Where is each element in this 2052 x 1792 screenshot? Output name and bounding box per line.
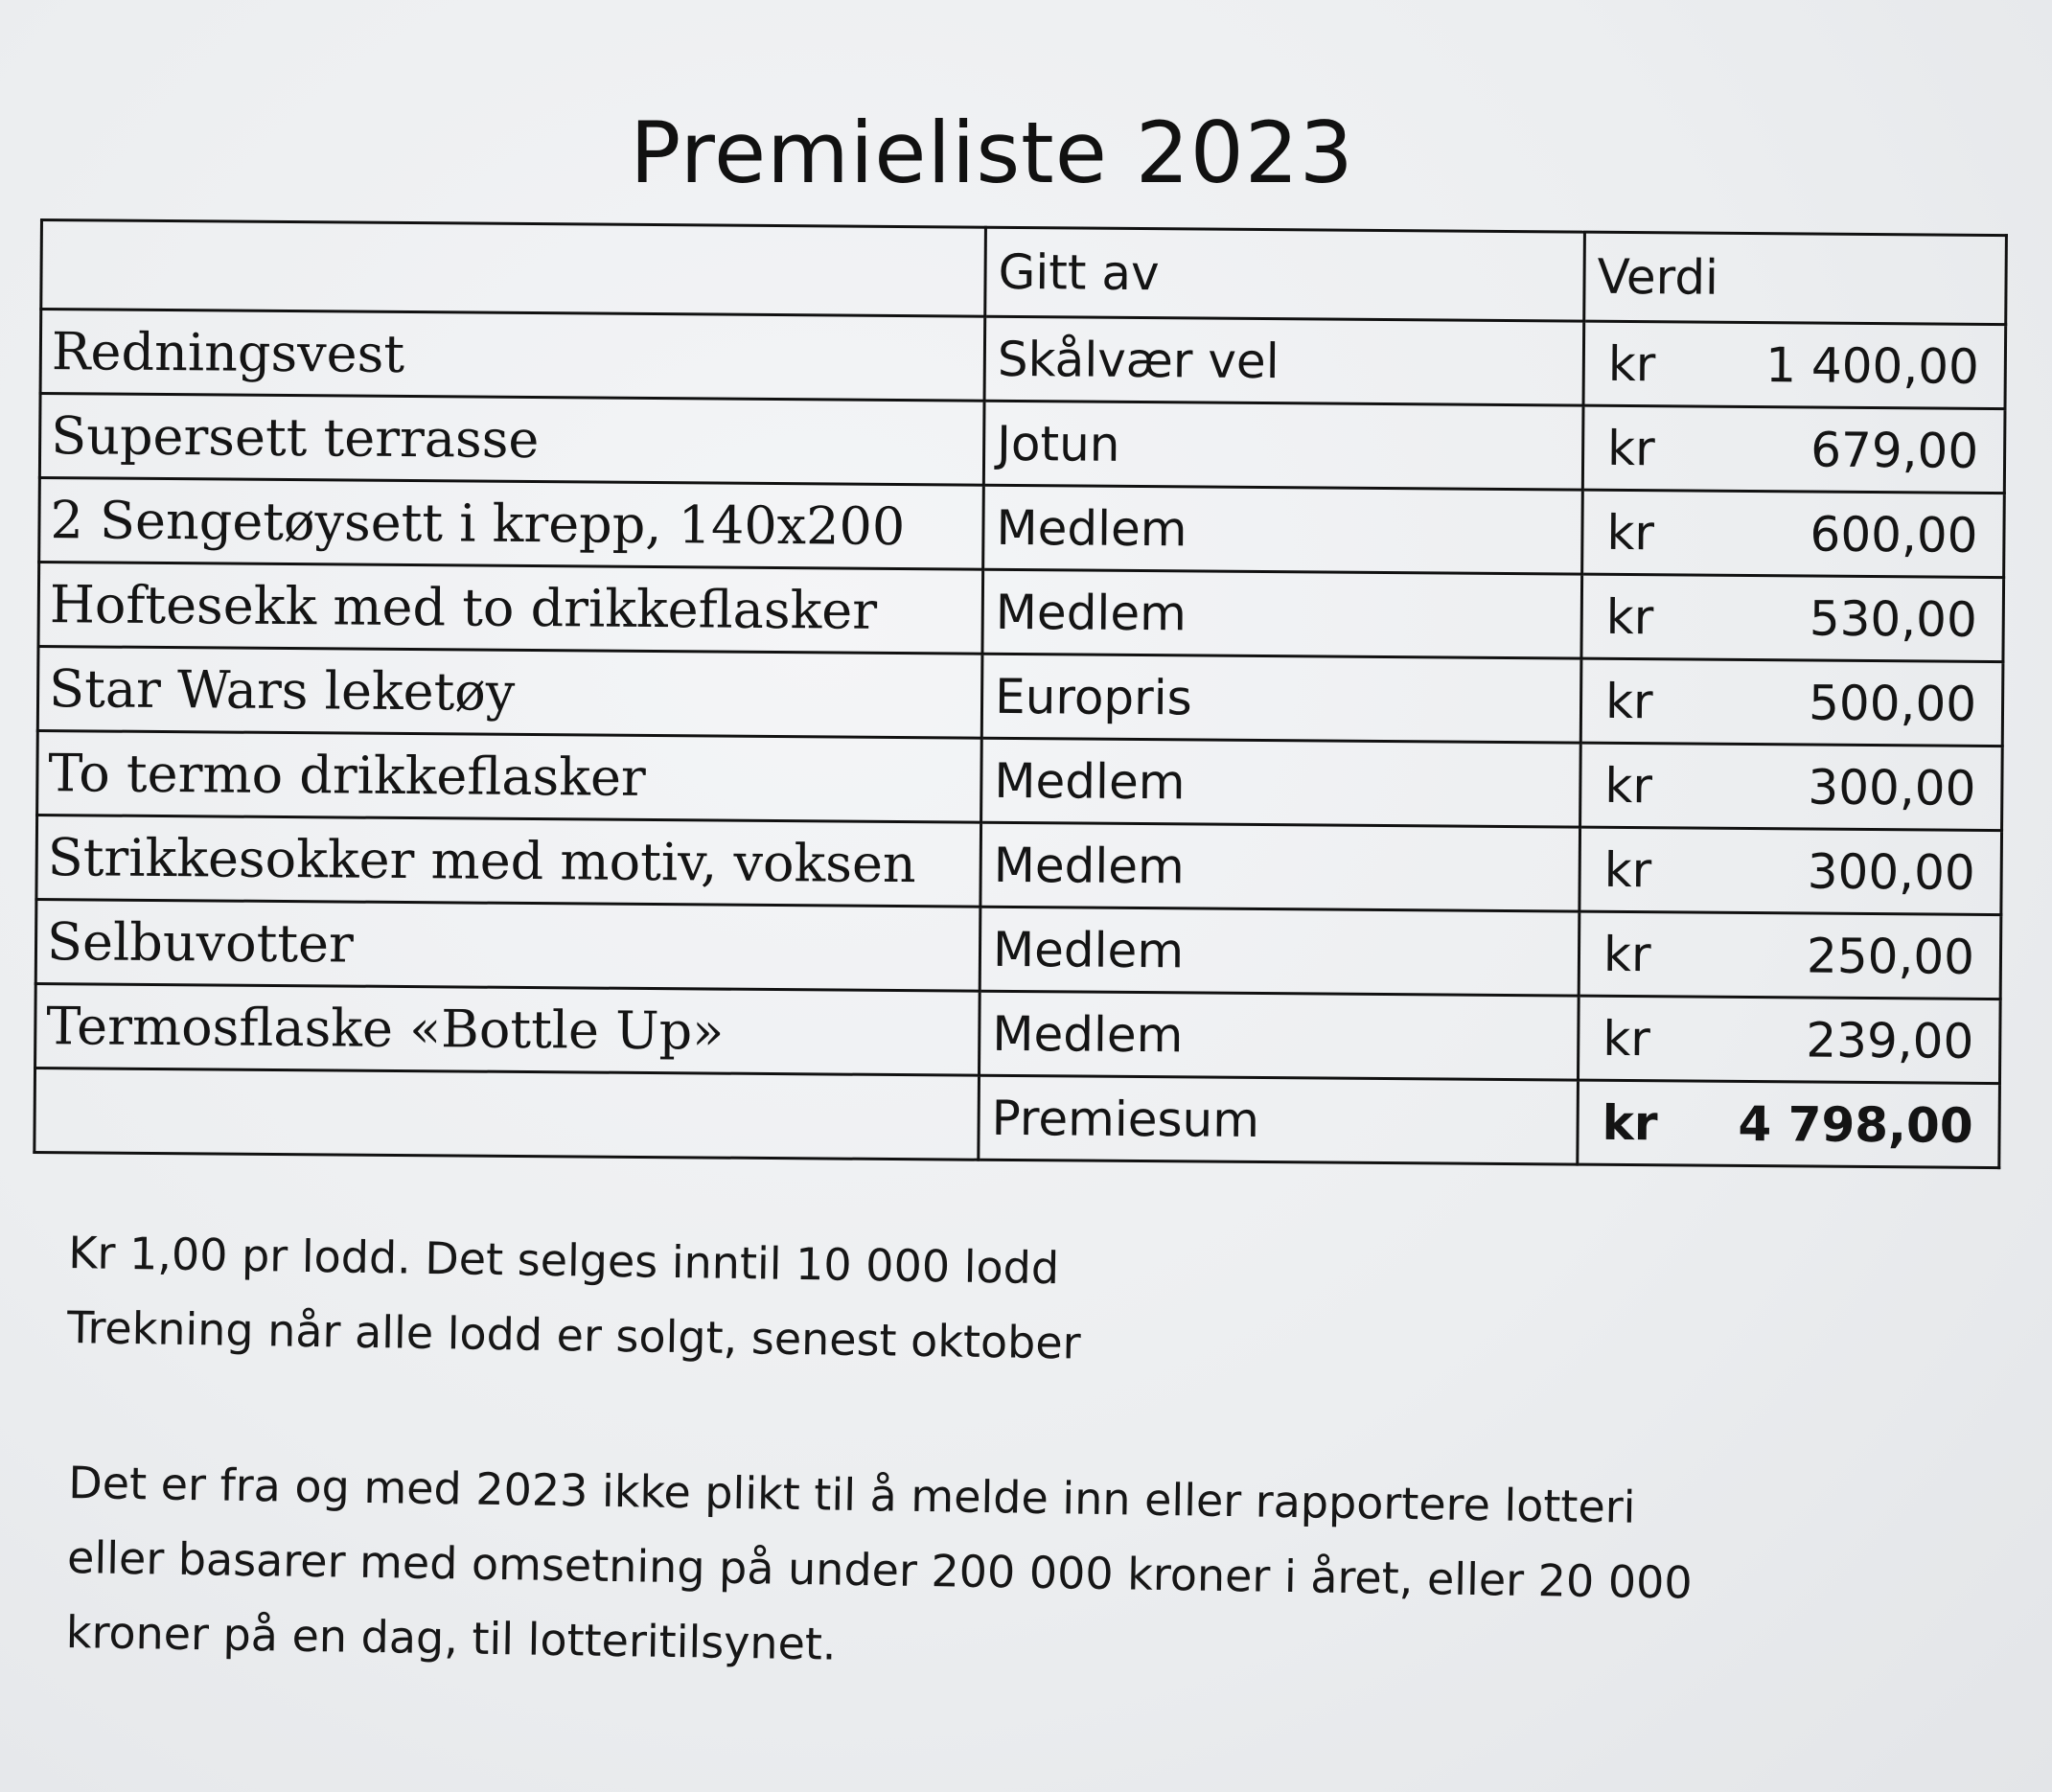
prize-giver: Medlem [995, 584, 1187, 641]
prize-name: Redningsvest [51, 321, 405, 384]
prize-name: To termo drikkeflasker [48, 743, 647, 808]
prize-value: 679,00 [1810, 422, 1979, 479]
prize-giver: Jotun [996, 415, 1120, 472]
prize-giver: Europris [994, 668, 1192, 725]
prize-value: 500,00 [1808, 675, 1977, 732]
total-label: Premiesum [991, 1090, 1260, 1148]
header-giver-cell [985, 227, 1585, 321]
prize-name: Strikkesokker med motiv, voksen [47, 827, 916, 895]
regulation-paragraph [65, 1445, 1694, 1695]
table-row [36, 815, 2002, 914]
prize-value: 530,00 [1809, 590, 1978, 648]
currency-label: kr [1602, 1010, 1651, 1067]
currency-label: kr [1602, 926, 1651, 982]
draw-info-line: Trekning når alle lodd er solgt, senest oktober [66, 1300, 1081, 1369]
prize-giver: Medlem [994, 752, 1186, 810]
prize-name: 2 Sengetøysett i krepp, 140x200 [50, 490, 906, 558]
prize-name: Hoftesekk med to drikkeflasker [49, 574, 878, 641]
currency-label: kr [1604, 673, 1653, 729]
table-row [39, 478, 2005, 578]
currency-label: kr [1604, 757, 1653, 814]
paragraph-line: Det er fra og med 2023 ikke plikt til å melde inn eller rapportere lotteri [67, 1456, 1636, 1533]
header-value: Verdi [1597, 248, 1719, 306]
prize-giver: Skålvær vel [997, 331, 1280, 389]
header-value-cell [1584, 232, 2007, 324]
currency-label: kr [1607, 335, 1656, 392]
header-item-cell [41, 220, 986, 317]
prize-value: 1 400,00 [1764, 336, 1980, 395]
lottery-info [67, 1215, 1083, 1381]
page-title: Premieliste 2023 [630, 103, 1354, 202]
prize-name: Star Wars leketøy [48, 658, 516, 723]
currency-label: kr [1602, 1094, 1658, 1151]
total-value: 4 798,00 [1738, 1095, 1973, 1154]
prize-table-wrapper [33, 218, 2008, 1169]
prize-value: 600,00 [1810, 506, 1978, 563]
table-row [40, 310, 2006, 409]
prize-table [33, 218, 2008, 1169]
prize-name: Supersett terrasse [50, 405, 540, 471]
table-row [39, 394, 2005, 494]
currency-label: kr [1605, 588, 1654, 645]
paragraph-line: kroner på en dag, til lotteritilsynet. [65, 1605, 837, 1670]
prize-value: 250,00 [1806, 927, 1975, 985]
table-header-row [41, 220, 2007, 325]
table-row [35, 899, 2001, 999]
currency-label: kr [1606, 420, 1655, 476]
currency-label: kr [1603, 841, 1652, 898]
table-row [37, 730, 2003, 830]
table-row [35, 983, 2001, 1083]
table-row [37, 646, 2003, 746]
total-empty-cell [35, 1068, 980, 1160]
paragraph-line: eller basarer med omsetning på under 200 000 kroner i året, eller 20 000 [66, 1530, 1694, 1609]
prize-name: Selbuvotter [46, 911, 355, 975]
prize-value: 239,00 [1806, 1011, 1974, 1069]
prize-name: Termosflaske «Bottle Up» [46, 996, 725, 1062]
prize-giver: Medlem [992, 921, 1185, 978]
prize-giver: Medlem [993, 837, 1185, 894]
currency-label: kr [1606, 504, 1655, 561]
prize-value: 300,00 [1808, 759, 1976, 816]
prize-giver: Medlem [992, 1005, 1184, 1063]
table-row [38, 563, 2004, 662]
prize-giver: Medlem [996, 499, 1187, 557]
ticket-price-line: Kr 1,00 pr lodd. Det selges inntil 10 000 lodd [67, 1226, 1060, 1295]
prize-value: 300,00 [1807, 843, 1975, 901]
header-giver: Gitt av [998, 243, 1160, 302]
table-total-row [35, 1068, 2000, 1167]
